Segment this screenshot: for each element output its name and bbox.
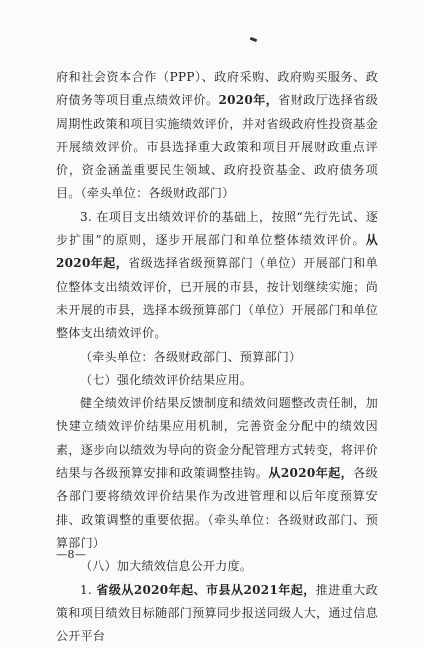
ink-mark xyxy=(250,37,258,42)
bold-date: 2020年， xyxy=(218,93,279,108)
section-heading-7: （七）强化绩效评价结果应用。 xyxy=(80,372,253,387)
document-body xyxy=(56,66,378,648)
paragraph-item-1: 1. 省级从2020年起、市县从2021年起，推进重大政策和项目绩效目标随部门预算同步报送同级人大，通过信息公开平台 xyxy=(56,582,378,644)
bold-date: 省级从2020年起、市县从2021年起， xyxy=(96,582,316,597)
lead-unit-note: （牵头单位：各级财政部门、预算部门） xyxy=(80,349,302,364)
paragraph-item-3: 3. 在项目支出绩效评价的基础上，按照“先行先试、逐步扩围”的原则，逐步开展部门和单位整体绩效评价。从2020年起，省级选择省级预算部门（单位）开展部门和单位整体支出绩效评价，已开展的市县，按计划继续实施；尚未开展的市县，选择本级预算部门（单位）开展部门和单位整体支出绩效评价。 xyxy=(56,209,378,341)
paragraph-results: 健全绩效评价结果反馈制度和绩效问题整改责任制，加快建立绩效评价结果应用机制，完善资金分配中的绩效因素，逐步向以绩效为导向的资金分配管理方式转变，将评价结果与各级预算安排和政策调整挂钩。从2020年起，各级各部门要将绩效评价结果作为改进管理和以后年度预算安排、政策调整的重要依据。（牵头单位：各级财政部门、预算部门） xyxy=(56,396,378,550)
paragraph-ppp: 府和社会资本合作（PPP）、政府采购、政府购买服务、政府债务等项目重点绩效评价。2020年，省财政厅选择省级周期性政策和项目实施绩效评价，并对省级政府性投资基金开展绩效评价。市县选择重大政策和项目开展财政重点评价，资金涵盖重要民生领域、政府投资基金、政府债务项目。（牵头单位：各级财政部门） xyxy=(56,70,378,201)
bold-date: 从2020年起， xyxy=(268,466,354,481)
section-heading-8: （八）加大绩效信息公开力度。 xyxy=(80,559,253,574)
page-number: —8— xyxy=(56,548,87,561)
bold-date: 从2020年起， xyxy=(56,233,378,271)
